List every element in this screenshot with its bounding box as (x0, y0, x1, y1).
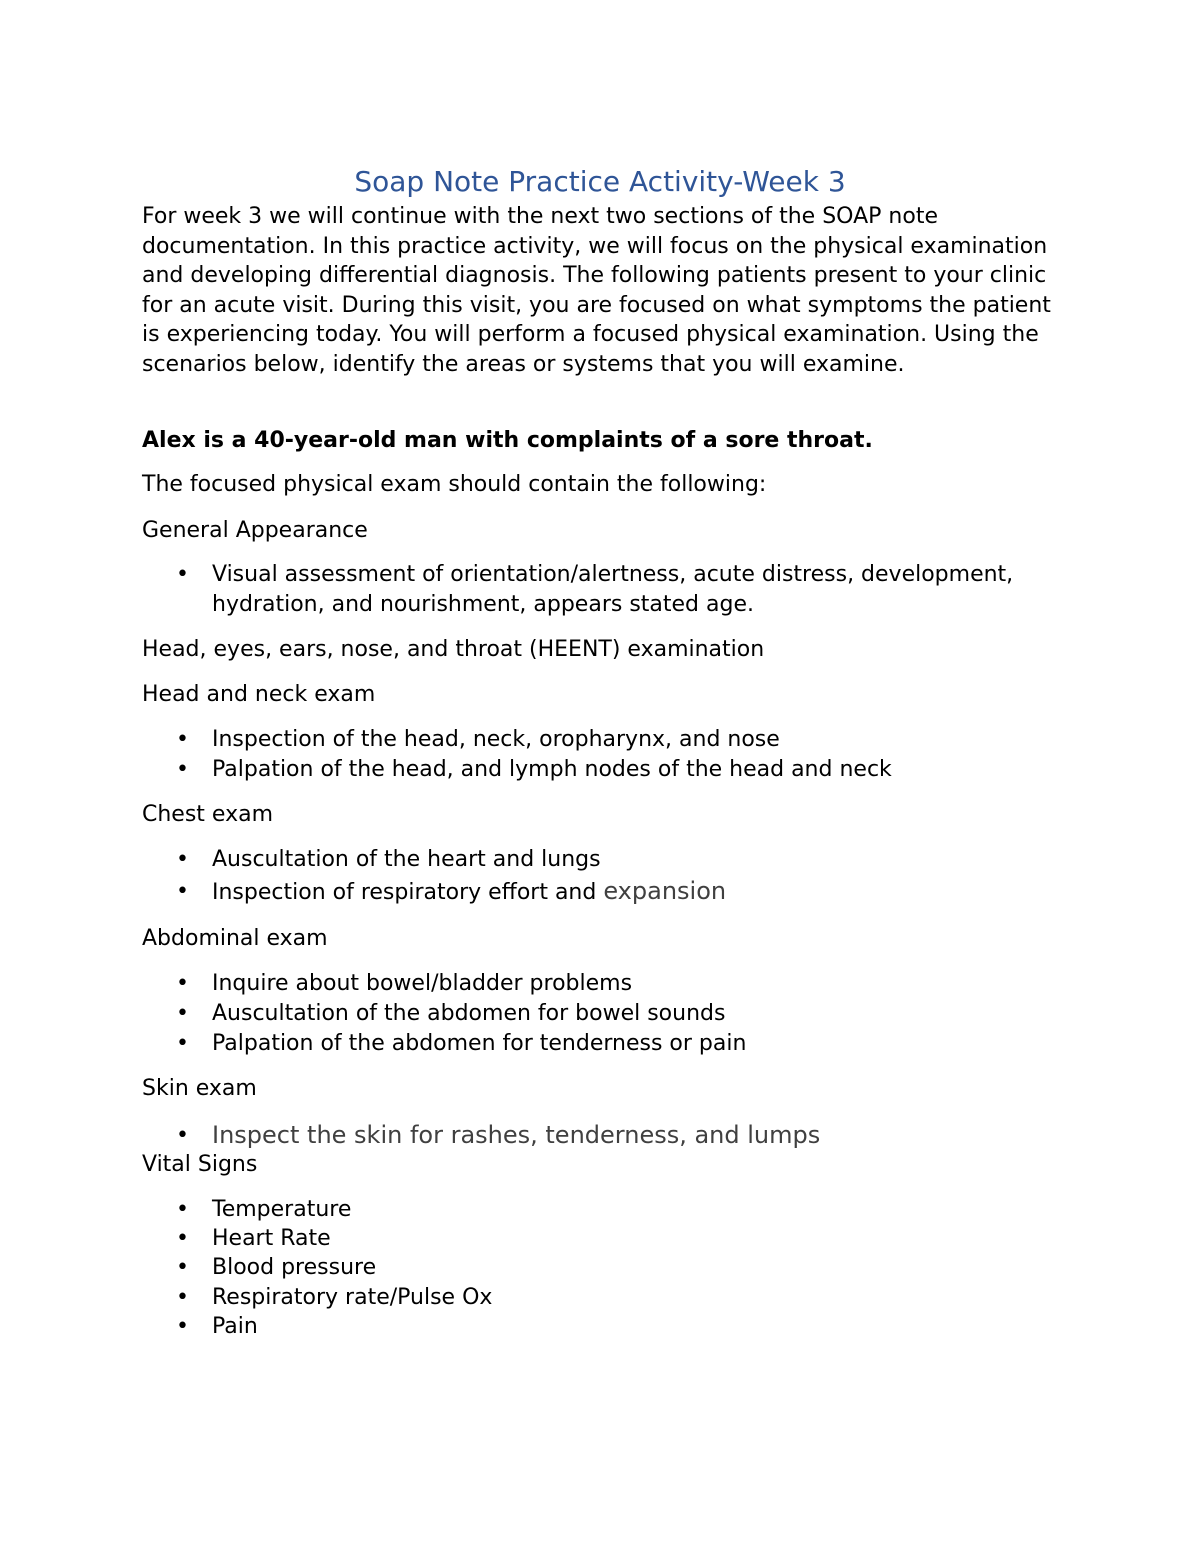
bullet-icon: • (176, 1285, 189, 1310)
list-item: Palpation of the head, and lymph nodes of the head and neck (212, 757, 892, 782)
scenario-statement: Alex is a 40-year-old man with complaints of a sore throat. (142, 428, 873, 453)
bullet-icon: • (176, 971, 189, 996)
list-item: Inspect the skin for rashes, tenderness, and lumps (212, 1121, 821, 1149)
section-heading-abdominal: Abdominal exam (142, 926, 328, 951)
bullet-icon: • (176, 1314, 189, 1339)
section-heading-heent: Head, eyes, ears, nose, and throat (HEENT) examination (142, 637, 765, 662)
list-item: Inquire about bowel/bladder problems (212, 971, 633, 996)
section-heading-chest: Chest exam (142, 802, 274, 827)
list-item: Inspection of the head, neck, oropharynx, and nose (212, 727, 780, 752)
bullet-icon: • (176, 879, 189, 904)
list-item (212, 876, 726, 908)
list-item: Temperature (212, 1197, 352, 1222)
list-item: Auscultation of the heart and lungs (212, 847, 601, 872)
bullet-icon: • (176, 1255, 189, 1280)
intro-paragraph: For week 3 we will continue with the next two sections of the SOAP note documentation. In this practice activity, we will focus on the physical examination and developing differential diagnosis. The following patients present to your clinic for an acute visit. During this visit, you are focused on what symptoms the patient is experiencing today. You will perform a focused physical examination. Using the scenarios below, identify the areas or systems that you will examine. (142, 204, 1051, 377)
list-item: Respiratory rate/Pulse Ox (212, 1285, 493, 1310)
bullet-icon: • (176, 562, 189, 587)
list-item-text-emphasis: expansion (603, 877, 727, 905)
list-item: Blood pressure (212, 1255, 377, 1280)
bullet-icon: • (176, 727, 189, 752)
list-item-text: Inspection of respiratory effort and (212, 880, 604, 905)
page-title: Soap Note Practice Activity-Week 3 (354, 165, 846, 198)
section-heading-skin: Skin exam (142, 1076, 257, 1101)
section-heading-vital-signs: Vital Signs (142, 1152, 258, 1177)
list-item: Visual assessment of orientation/alertness, acute distress, development, hydration, and nourishment, appears stated age. (212, 562, 1014, 617)
list-item: Pain (212, 1314, 258, 1339)
list-item: Auscultation of the abdomen for bowel sounds (212, 1001, 726, 1026)
bullet-icon: • (176, 1197, 189, 1222)
list-item: Palpation of the abdomen for tenderness or pain (212, 1031, 747, 1056)
bullet-icon: • (176, 1226, 189, 1251)
section-heading-head-neck: Head and neck exam (142, 682, 376, 707)
bullet-icon: • (176, 1001, 189, 1026)
section-heading-general-appearance: General Appearance (142, 518, 368, 543)
bullet-icon: • (176, 1123, 189, 1148)
bullet-icon: • (176, 847, 189, 872)
list-item: Heart Rate (212, 1226, 331, 1251)
exam-intro: The focused physical exam should contain the following: (142, 472, 767, 497)
bullet-icon: • (176, 1031, 189, 1056)
bullet-icon: • (176, 757, 189, 782)
